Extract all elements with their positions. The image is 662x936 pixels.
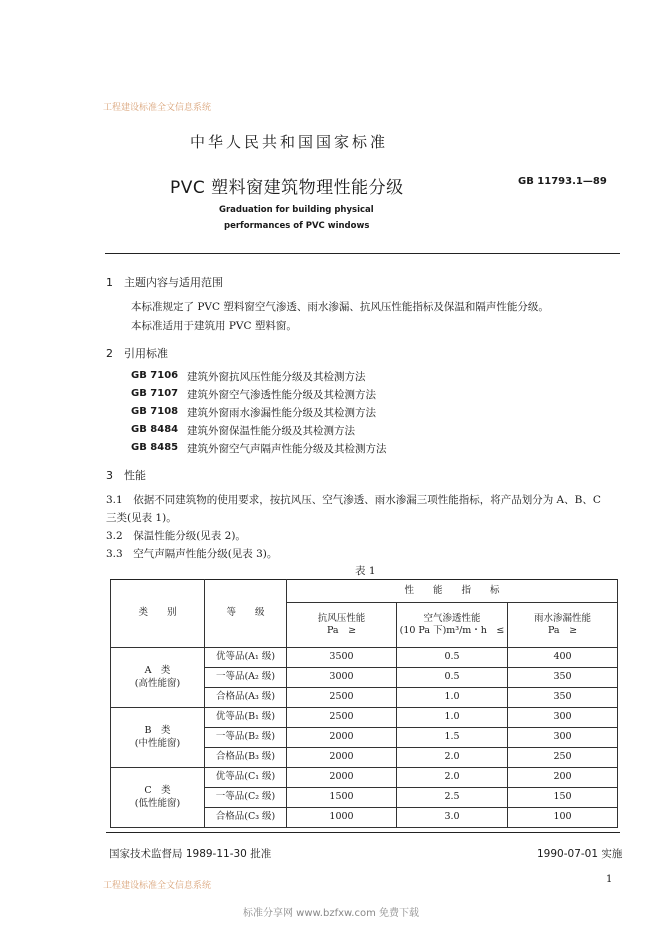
clause-3-1-line1: 3.1 依据不同建筑物的使用要求，按抗风压、空气渗透、雨水渗漏三项性能指标，将产品划分为 A、B、C xyxy=(106,494,601,506)
reference-code: GB 7106 xyxy=(131,370,179,381)
air-value: 2.5 xyxy=(397,788,508,808)
footer-rule xyxy=(106,832,620,833)
header-wind-pressure xyxy=(287,603,397,648)
section1-heading: 1 主题内容与适用范围 xyxy=(106,276,223,289)
rain-leakage-name: 雨水渗漏性能 xyxy=(534,612,592,624)
wind-value: 3000 xyxy=(287,668,397,688)
grade-cell: 一等品(C₂ 级) xyxy=(205,788,287,808)
grade-cell: 优等品(C₁ 级) xyxy=(205,768,287,788)
rain-leakage-unit: Pa ≥ xyxy=(547,625,578,636)
header-grade: 等 级 xyxy=(205,580,287,648)
rain-value: 350 xyxy=(508,668,618,688)
class-cell xyxy=(111,708,205,768)
rain-value: 300 xyxy=(508,728,618,748)
grade-cell: 合格品(A₃ 级) xyxy=(205,688,287,708)
air-permeability-unit: (10 Pa 下)m³/m・h ≤ xyxy=(399,625,505,636)
rain-value: 350 xyxy=(508,688,618,708)
header-category: 类 别 xyxy=(111,580,205,648)
air-value: 2.0 xyxy=(397,768,508,788)
table-row xyxy=(111,708,618,728)
national-standard-label: 中华人民共和国国家标准 xyxy=(190,133,389,151)
wind-value: 3500 xyxy=(287,648,397,668)
header-air-permeability xyxy=(397,603,508,648)
watermark-top: 工程建设标准全文信息系统 xyxy=(103,103,212,113)
wind-pressure-name: 抗风压性能 xyxy=(317,612,366,624)
class-cell xyxy=(111,768,205,828)
wind-value: 2000 xyxy=(287,748,397,768)
reference-title: 建筑外窗空气渗透性能分级及其检测方法 xyxy=(187,389,376,401)
air-permeability-name: 空气渗透性能 xyxy=(423,612,481,624)
wind-value: 1000 xyxy=(287,808,397,828)
rain-value: 400 xyxy=(508,648,618,668)
air-value: 3.0 xyxy=(397,808,508,828)
wind-value: 2500 xyxy=(287,708,397,728)
rain-value: 250 xyxy=(508,748,618,768)
table-row xyxy=(111,648,618,668)
site-footer-link[interactable]: 标准分享网 www.bzfxw.com 免费下载 xyxy=(243,908,419,919)
wind-value: 1500 xyxy=(287,788,397,808)
section1-paragraph1: 本标准规定了 PVC 塑料窗空气渗透、雨水渗漏、抗风压性能指标及保温和隔声性能分级。 xyxy=(131,301,549,313)
reference-code: GB 8485 xyxy=(131,442,179,453)
class-name: A 类 xyxy=(144,665,171,677)
rain-value: 300 xyxy=(508,708,618,728)
air-value: 2.0 xyxy=(397,748,508,768)
grade-cell: 优等品(A₁ 级) xyxy=(205,648,287,668)
english-title-line2: performances of PVC windows xyxy=(224,221,370,231)
page-number: 1 xyxy=(606,874,613,885)
grade-cell: 优等品(B₁ 级) xyxy=(205,708,287,728)
class-name: B 类 xyxy=(144,725,171,737)
clause-3-2: 3.2 保温性能分级(见表 2)。 xyxy=(106,530,246,542)
header-rule xyxy=(105,253,620,254)
wind-pressure-unit: Pa ≥ xyxy=(326,625,357,636)
class-cell xyxy=(111,648,205,708)
section2-heading: 2 引用标准 xyxy=(106,347,168,360)
section3-heading: 3 性能 xyxy=(106,469,146,482)
class-description: (高性能窗) xyxy=(134,677,181,689)
reference-code: GB 7108 xyxy=(131,406,179,417)
air-value: 0.5 xyxy=(397,668,508,688)
air-value: 0.5 xyxy=(397,648,508,668)
wind-value: 2000 xyxy=(287,728,397,748)
class-description: (中性能窗) xyxy=(134,737,181,749)
rain-value: 150 xyxy=(508,788,618,808)
grade-cell: 合格品(B₃ 级) xyxy=(205,748,287,768)
performance-table xyxy=(110,579,618,828)
air-value: 1.0 xyxy=(397,708,508,728)
wind-value: 2500 xyxy=(287,688,397,708)
clause-3-3: 3.3 空气声隔声性能分级(见表 3)。 xyxy=(106,548,278,560)
header-performance: 性 能 指 标 xyxy=(287,580,618,603)
standard-code: GB 11793.1—89 xyxy=(518,176,607,187)
approval-line: 国家技术监督局 1989-11-30 批准 xyxy=(109,848,272,860)
table-caption: 表 1 xyxy=(355,565,376,577)
rain-value: 100 xyxy=(508,808,618,828)
reference-title: 建筑外窗抗风压性能分级及其检测方法 xyxy=(187,371,366,383)
table-row xyxy=(111,768,618,788)
air-value: 1.5 xyxy=(397,728,508,748)
clause-3-1-line2: 三类(见表 1)。 xyxy=(106,512,177,524)
header-rain-leakage xyxy=(508,603,618,648)
watermark-bottom: 工程建设标准全文信息系统 xyxy=(103,881,212,891)
reference-title: 建筑外窗雨水渗漏性能分级及其检测方法 xyxy=(187,407,376,419)
document-title: PVC 塑料窗建筑物理性能分级 xyxy=(170,178,404,198)
rain-value: 200 xyxy=(508,768,618,788)
class-description: (低性能窗) xyxy=(134,797,181,809)
grade-cell: 合格品(C₃ 级) xyxy=(205,808,287,828)
class-name: C 类 xyxy=(144,785,171,797)
implementation-line: 1990-07-01 实施 xyxy=(537,848,623,860)
reference-code: GB 7107 xyxy=(131,388,179,399)
reference-title: 建筑外窗空气声隔声性能分级及其检测方法 xyxy=(187,443,387,455)
wind-value: 2000 xyxy=(287,768,397,788)
air-value: 1.0 xyxy=(397,688,508,708)
reference-code: GB 8484 xyxy=(131,424,179,435)
english-title-line1: Graduation for building physical xyxy=(219,205,374,215)
grade-cell: 一等品(B₂ 级) xyxy=(205,728,287,748)
reference-title: 建筑外窗保温性能分级及其检测方法 xyxy=(187,425,355,437)
grade-cell: 一等品(A₂ 级) xyxy=(205,668,287,688)
section1-paragraph2: 本标准适用于建筑用 PVC 塑料窗。 xyxy=(131,320,297,332)
